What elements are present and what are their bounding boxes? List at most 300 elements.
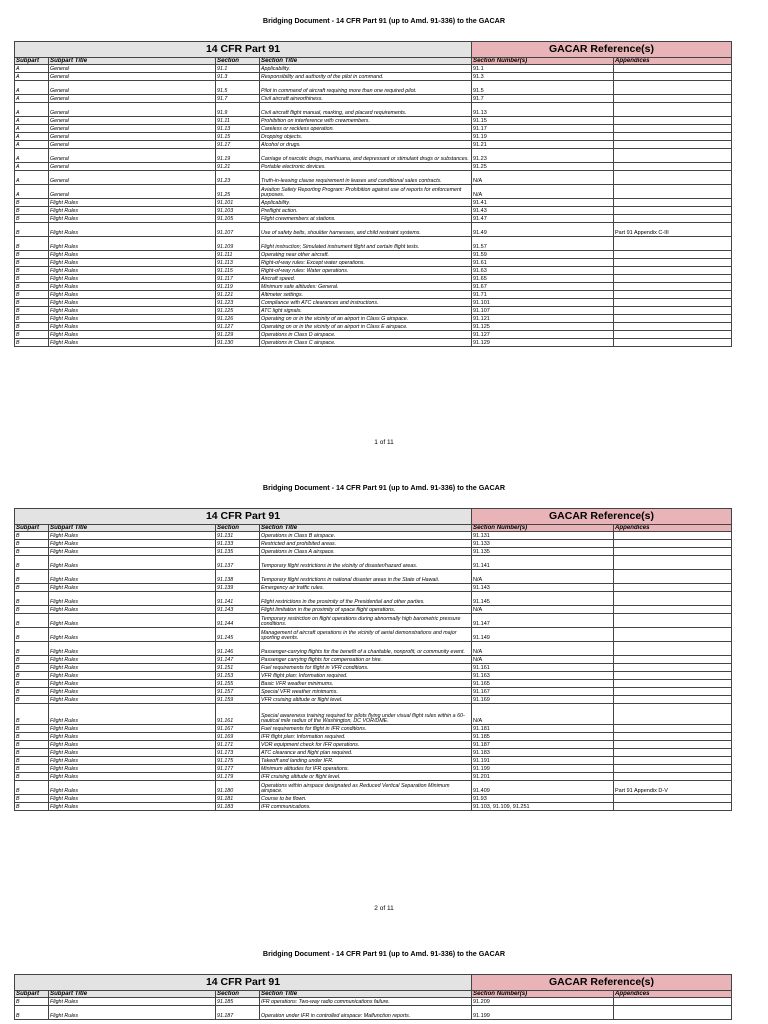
appendix-cell	[614, 259, 732, 267]
section-title-cell: Operating on or in the vicinity of an airport in Class E airspace.	[260, 323, 472, 331]
section-cell: 91.141	[216, 592, 260, 606]
table-row	[15, 215, 732, 223]
appendix-cell	[614, 117, 732, 125]
appendix-cell	[614, 532, 732, 540]
gacar-section-cell: 91.47	[472, 215, 614, 223]
subpart-column-header: Subpart	[15, 525, 49, 532]
subpart-cell: A	[15, 171, 49, 185]
table-row	[15, 656, 732, 664]
section-cell: 91.113	[216, 259, 260, 267]
column-header-row	[15, 58, 732, 65]
section-title-cell: Compliance with ATC clearances and instructions.	[260, 299, 472, 307]
appendix-cell	[614, 125, 732, 133]
subpart-cell: A	[15, 163, 49, 171]
subpart-cell: B	[15, 548, 49, 556]
section-cell: 91.161	[216, 704, 260, 725]
subpart-column-header: Subpart	[15, 991, 49, 998]
table-row	[15, 614, 732, 628]
gacar-section-cell: 91.43	[472, 207, 614, 215]
part91-band-title: 14 CFR Part 91	[15, 509, 472, 525]
section-cell: 91.123	[216, 299, 260, 307]
appendix-cell	[614, 540, 732, 548]
table-row	[15, 259, 732, 267]
subpart-title-cell: Flight Rules	[49, 664, 216, 672]
section-cell: 91.137	[216, 556, 260, 570]
subpart-title-column-header: Subpart Title	[49, 58, 216, 65]
table-row	[15, 307, 732, 315]
section-title-cell: Flight limitation in the proximity of space flight operations.	[260, 606, 472, 614]
subpart-title-cell: Flight Rules	[49, 696, 216, 704]
subpart-title-cell: Flight Rules	[49, 275, 216, 283]
subpart-title-cell: General	[49, 103, 216, 117]
gacar-section-cell: 91.103, 91.109, 91.251	[472, 803, 614, 811]
gacar-section-cell: 91.5	[472, 81, 614, 95]
table-row	[15, 283, 732, 291]
section-cell: 91.135	[216, 548, 260, 556]
section-cell: 91.167	[216, 725, 260, 733]
gacar-section-column-header: Section Number(s)	[472, 991, 614, 998]
table-row	[15, 532, 732, 540]
table-row	[15, 339, 732, 347]
subpart-cell: A	[15, 73, 49, 81]
gacar-section-cell: 91.185	[472, 733, 614, 741]
subpart-title-cell: Flight Rules	[49, 998, 216, 1006]
gacar-section-cell: 91.167	[472, 688, 614, 696]
subpart-title-cell: General	[49, 117, 216, 125]
subpart-cell: A	[15, 81, 49, 95]
appendix-cell	[614, 291, 732, 299]
section-title-column-header: Section Title	[260, 525, 472, 532]
gacar-section-cell: 91.57	[472, 237, 614, 251]
appendix-cell	[614, 795, 732, 803]
section-title-cell: Emergency air traffic rules.	[260, 584, 472, 592]
subpart-cell: B	[15, 741, 49, 749]
subpart-title-cell: General	[49, 125, 216, 133]
section-title-cell: Operating near other aircraft.	[260, 251, 472, 259]
section-cell: 91.11	[216, 117, 260, 125]
appendix-cell	[614, 733, 732, 741]
subpart-title-cell: Flight Rules	[49, 207, 216, 215]
table-row	[15, 81, 732, 95]
subpart-column-header: Subpart	[15, 58, 49, 65]
gacar-section-cell: 91.13	[472, 103, 614, 117]
gacar-section-cell: 91.133	[472, 540, 614, 548]
subpart-cell: A	[15, 125, 49, 133]
section-cell: 91.121	[216, 291, 260, 299]
section-title-cell: Special VFR weather minimums.	[260, 688, 472, 696]
appendix-cell	[614, 331, 732, 339]
section-cell: 91.187	[216, 1006, 260, 1020]
gacar-section-cell: N/A	[472, 606, 614, 614]
subpart-title-column-header: Subpart Title	[49, 525, 216, 532]
appendix-cell	[614, 267, 732, 275]
gacar-section-cell: 91.67	[472, 283, 614, 291]
subpart-title-cell: Flight Rules	[49, 741, 216, 749]
section-title-column-header: Section Title	[260, 58, 472, 65]
subpart-cell: A	[15, 141, 49, 149]
section-title-cell: Responsibility and authority of the pilot in command.	[260, 73, 472, 81]
section-title-cell: IFR flight plan: Information required.	[260, 733, 472, 741]
table-row	[15, 149, 732, 163]
section-title-cell: Applicability.	[260, 65, 472, 73]
section-cell: 91.115	[216, 267, 260, 275]
appendix-cell	[614, 323, 732, 331]
subpart-cell: B	[15, 259, 49, 267]
subpart-title-cell: General	[49, 81, 216, 95]
section-title-cell: Preflight action.	[260, 207, 472, 215]
table-row	[15, 275, 732, 283]
table-row	[15, 141, 732, 149]
subpart-cell: B	[15, 275, 49, 283]
section-cell: 91.183	[216, 803, 260, 811]
section-cell: 91.133	[216, 540, 260, 548]
subpart-cell: B	[15, 680, 49, 688]
table-row	[15, 749, 732, 757]
section-title-cell: Temporary restriction on flight operations during abnormally high barometric pressure conditions.	[260, 614, 472, 628]
subpart-title-cell: Flight Rules	[49, 215, 216, 223]
gacar-band-title: GACAR Reference(s)	[472, 975, 732, 991]
subpart-title-cell: General	[49, 163, 216, 171]
appendix-cell	[614, 688, 732, 696]
appendix-cell	[614, 199, 732, 207]
section-cell: 91.101	[216, 199, 260, 207]
section-title-cell: Fuel requirements for flight in VFR conditions.	[260, 664, 472, 672]
table-row	[15, 733, 732, 741]
gacar-section-cell: 91.107	[472, 307, 614, 315]
gacar-section-cell: 91.121	[472, 315, 614, 323]
gacar-section-cell: 91.181	[472, 725, 614, 733]
subpart-title-cell: Flight Rules	[49, 757, 216, 765]
appendix-cell	[614, 773, 732, 781]
document-title: Bridging Document - 14 CFR Part 91 (up to Amd. 91-336) to the GACAR	[262, 949, 506, 958]
table-row	[15, 704, 732, 725]
subpart-cell: B	[15, 592, 49, 606]
subpart-title-cell: Flight Rules	[49, 749, 216, 757]
appendices-column-header: Appendices	[614, 991, 732, 998]
appendix-cell	[614, 275, 732, 283]
gacar-section-cell: 91.169	[472, 696, 614, 704]
section-title-cell: Operations in Class C airspace.	[260, 339, 472, 347]
subpart-title-cell: Flight Rules	[49, 642, 216, 656]
table-row	[15, 680, 732, 688]
subpart-title-cell: Flight Rules	[49, 339, 216, 347]
subpart-title-cell: Flight Rules	[49, 237, 216, 251]
section-title-cell: Flight crewmembers at stations.	[260, 215, 472, 223]
section-cell: 91.139	[216, 584, 260, 592]
gacar-section-cell: N/A	[472, 656, 614, 664]
appendix-cell	[614, 149, 732, 163]
subpart-cell: B	[15, 749, 49, 757]
subpart-cell: B	[15, 642, 49, 656]
table-row	[15, 642, 732, 656]
appendix-cell	[614, 998, 732, 1006]
section-title-cell: Fuel requirements for flight in IFR conditions.	[260, 725, 472, 733]
appendix-cell	[614, 103, 732, 117]
subpart-cell: B	[15, 803, 49, 811]
table-row	[15, 133, 732, 141]
table-row	[15, 664, 732, 672]
appendix-cell: Part 91 Appendix C-III	[614, 223, 732, 237]
section-title-cell: Operations within airspace designated as Reduced Vertical Separation Minimum airspace.	[260, 781, 472, 795]
table-row	[15, 73, 732, 81]
section-cell: 91.23	[216, 171, 260, 185]
appendix-cell	[614, 803, 732, 811]
section-title-cell: Course to be flown.	[260, 795, 472, 803]
gacar-section-cell: 91.135	[472, 548, 614, 556]
gacar-section-cell: 91.165	[472, 680, 614, 688]
gacar-section-cell: 91.61	[472, 259, 614, 267]
table-row	[15, 223, 732, 237]
section-title-cell: Passenger carrying flights for compensation or hire.	[260, 656, 472, 664]
subpart-cell: B	[15, 765, 49, 773]
section-title-cell: Use of safety belts, shoulder harnesses, and child restraint systems.	[260, 223, 472, 237]
section-title-column-header: Section Title	[260, 991, 472, 998]
section-cell: 91.169	[216, 733, 260, 741]
subpart-title-cell: Flight Rules	[49, 628, 216, 642]
gacar-section-cell: 91.199	[472, 765, 614, 773]
subpart-title-cell: Flight Rules	[49, 1006, 216, 1020]
subpart-title-cell: Flight Rules	[49, 199, 216, 207]
subpart-title-cell: General	[49, 133, 216, 141]
part91-band-title: 14 CFR Part 91	[15, 975, 472, 991]
subpart-title-cell: Flight Rules	[49, 606, 216, 614]
gacar-band-title: GACAR Reference(s)	[472, 42, 732, 58]
subpart-cell: B	[15, 199, 49, 207]
document-title: Bridging Document - 14 CFR Part 91 (up to Amd. 91-336) to the GACAR	[262, 16, 506, 25]
subpart-cell: B	[15, 570, 49, 584]
appendix-cell	[614, 1006, 732, 1020]
section-column-header: Section	[216, 991, 260, 998]
appendices-column-header: Appendices	[614, 58, 732, 65]
section-cell: 91.144	[216, 614, 260, 628]
subpart-cell: B	[15, 725, 49, 733]
section-cell: 91.117	[216, 275, 260, 283]
section-cell: 91.7	[216, 95, 260, 103]
subpart-cell: B	[15, 628, 49, 642]
gacar-section-cell: 91.19	[472, 133, 614, 141]
section-title-cell: Altimeter settings.	[260, 291, 472, 299]
table-row	[15, 628, 732, 642]
section-title-cell: Flight restrictions in the proximity of the Presidential and other parties.	[260, 592, 472, 606]
subpart-title-cell: Flight Rules	[49, 592, 216, 606]
subpart-cell: A	[15, 95, 49, 103]
appendix-cell	[614, 283, 732, 291]
section-cell: 91.109	[216, 237, 260, 251]
section-title-cell: Civil aircraft airworthiness.	[260, 95, 472, 103]
section-title-cell: Aircraft speed.	[260, 275, 472, 283]
appendix-cell	[614, 65, 732, 73]
gacar-section-cell: 91.17	[472, 125, 614, 133]
subpart-cell: B	[15, 696, 49, 704]
gacar-section-cell: 91.65	[472, 275, 614, 283]
subpart-title-cell: Flight Rules	[49, 532, 216, 540]
section-cell: 91.131	[216, 532, 260, 540]
appendix-cell	[614, 606, 732, 614]
subpart-title-cell: Flight Rules	[49, 267, 216, 275]
subpart-title-cell: Flight Rules	[49, 331, 216, 339]
section-cell: 91.146	[216, 642, 260, 656]
section-cell: 91.105	[216, 215, 260, 223]
section-title-cell: Minimum altitudes for IFR operations.	[260, 765, 472, 773]
subpart-title-cell: General	[49, 185, 216, 199]
section-title-cell: Truth-in-leasing clause requirement in leases and conditional sales contracts.	[260, 171, 472, 185]
table-row	[15, 95, 732, 103]
subpart-title-cell: Flight Rules	[49, 795, 216, 803]
subpart-cell: B	[15, 664, 49, 672]
section-title-cell: Applicability.	[260, 199, 472, 207]
subpart-title-cell: Flight Rules	[49, 323, 216, 331]
subpart-title-cell: Flight Rules	[49, 614, 216, 628]
section-title-cell: Restricted and prohibited areas.	[260, 540, 472, 548]
subpart-cell: B	[15, 584, 49, 592]
table-row	[15, 725, 732, 733]
table-row	[15, 299, 732, 307]
appendix-cell	[614, 163, 732, 171]
section-cell: 91.107	[216, 223, 260, 237]
gacar-section-cell: 91.15	[472, 117, 614, 125]
section-cell: 91.119	[216, 283, 260, 291]
subpart-cell: B	[15, 757, 49, 765]
section-title-cell: Operations in Class A airspace.	[260, 548, 472, 556]
appendix-cell	[614, 133, 732, 141]
appendix-cell	[614, 584, 732, 592]
section-title-cell: Careless or reckless operation.	[260, 125, 472, 133]
table-row	[15, 199, 732, 207]
section-title-cell: IFR communications.	[260, 803, 472, 811]
subpart-cell: B	[15, 339, 49, 347]
section-cell: 91.19	[216, 149, 260, 163]
gacar-section-cell: 91.93	[472, 795, 614, 803]
section-title-cell: IFR operations: Two-way radio communications failure.	[260, 998, 472, 1006]
appendix-cell	[614, 741, 732, 749]
section-cell: 91.153	[216, 672, 260, 680]
subpart-cell: B	[15, 207, 49, 215]
crossref-table	[14, 974, 732, 1020]
section-title-cell: Operations in Class D airspace.	[260, 331, 472, 339]
appendix-cell	[614, 757, 732, 765]
table-row	[15, 291, 732, 299]
appendix-cell	[614, 664, 732, 672]
table-row	[15, 688, 732, 696]
section-title-cell: Management of aircraft operations in the vicinity of aerial demonstrations and major sporting events.	[260, 628, 472, 642]
table-row	[15, 696, 732, 704]
appendix-cell	[614, 207, 732, 215]
appendix-cell	[614, 570, 732, 584]
gacar-section-cell: N/A	[472, 704, 614, 725]
appendix-cell	[614, 696, 732, 704]
gacar-section-cell: 91.25	[472, 163, 614, 171]
gacar-section-column-header: Section Number(s)	[472, 525, 614, 532]
document-title: Bridging Document - 14 CFR Part 91 (up to Amd. 91-336) to the GACAR	[262, 483, 506, 492]
appendix-cell	[614, 672, 732, 680]
section-cell: 91.155	[216, 680, 260, 688]
subpart-cell: B	[15, 733, 49, 741]
table-band	[15, 975, 732, 991]
section-cell: 91.25	[216, 185, 260, 199]
subpart-title-cell: Flight Rules	[49, 656, 216, 664]
table-row	[15, 315, 732, 323]
gacar-section-cell: 91.187	[472, 741, 614, 749]
section-title-cell: Temporary flight restrictions in national disaster areas in the State of Hawaii.	[260, 570, 472, 584]
table-row	[15, 1006, 732, 1020]
subpart-cell: B	[15, 540, 49, 548]
subpart-cell: B	[15, 299, 49, 307]
section-cell: 91.147	[216, 656, 260, 664]
subpart-title-cell: Flight Rules	[49, 704, 216, 725]
gacar-section-cell: 91.21	[472, 141, 614, 149]
subpart-title-cell: Flight Rules	[49, 765, 216, 773]
section-title-cell: Basic VFR weather minimums.	[260, 680, 472, 688]
gacar-section-cell: 91.147	[472, 614, 614, 628]
subpart-cell: B	[15, 315, 49, 323]
table-row	[15, 323, 732, 331]
appendix-cell	[614, 299, 732, 307]
part91-band-title: 14 CFR Part 91	[15, 42, 472, 58]
appendix-cell	[614, 725, 732, 733]
appendix-cell	[614, 315, 732, 323]
subpart-cell: B	[15, 688, 49, 696]
gacar-section-cell: N/A	[472, 642, 614, 656]
section-title-cell: Prohibition on interference with crewmembers.	[260, 117, 472, 125]
subpart-title-cell: General	[49, 95, 216, 103]
table-band	[15, 42, 732, 58]
section-cell: 91.157	[216, 688, 260, 696]
table-row	[15, 117, 732, 125]
section-title-cell: Takeoff and landing under IFR.	[260, 757, 472, 765]
table-row	[15, 267, 732, 275]
subpart-cell: B	[15, 267, 49, 275]
gacar-section-cell: 91.145	[472, 592, 614, 606]
section-column-header: Section	[216, 525, 260, 532]
section-cell: 91.129	[216, 331, 260, 339]
gacar-section-cell: 91.49	[472, 223, 614, 237]
section-title-cell: Portable electronic devices.	[260, 163, 472, 171]
gacar-section-cell: N/A	[472, 570, 614, 584]
gacar-section-column-header: Section Number(s)	[472, 58, 614, 65]
subpart-title-cell: Flight Rules	[49, 773, 216, 781]
section-title-cell: ATC clearance and flight plan required.	[260, 749, 472, 757]
gacar-section-cell: 91.41	[472, 199, 614, 207]
section-title-cell: Minimum safe altitudes: General.	[260, 283, 472, 291]
subpart-title-cell: Flight Rules	[49, 584, 216, 592]
appendix-cell	[614, 765, 732, 773]
section-cell: 91.130	[216, 339, 260, 347]
subpart-title-cell: Flight Rules	[49, 680, 216, 688]
subpart-cell: B	[15, 606, 49, 614]
table-row	[15, 185, 732, 199]
section-cell: 91.159	[216, 696, 260, 704]
appendix-cell	[614, 628, 732, 642]
subpart-cell: B	[15, 672, 49, 680]
section-cell: 91.127	[216, 323, 260, 331]
appendix-cell: Part 91 Appendix D-V	[614, 781, 732, 795]
table-row	[15, 584, 732, 592]
table-row	[15, 765, 732, 773]
section-cell: 91.3	[216, 73, 260, 81]
section-cell: 91.126	[216, 315, 260, 323]
appendix-cell	[614, 749, 732, 757]
appendix-cell	[614, 251, 732, 259]
table-row	[15, 556, 732, 570]
appendix-cell	[614, 339, 732, 347]
section-title-cell: Special awareness training required for pilots flying under visual flight rules within a 60-nautical mile radius of the Washington, DC VOR/DME.	[260, 704, 472, 725]
appendix-cell	[614, 704, 732, 725]
gacar-section-cell: 91.59	[472, 251, 614, 259]
section-title-cell: VFR flight plan: Information required.	[260, 672, 472, 680]
section-title-cell: Right-of-way rules: Except water operations.	[260, 259, 472, 267]
appendix-cell	[614, 614, 732, 628]
subpart-cell: B	[15, 1006, 49, 1020]
